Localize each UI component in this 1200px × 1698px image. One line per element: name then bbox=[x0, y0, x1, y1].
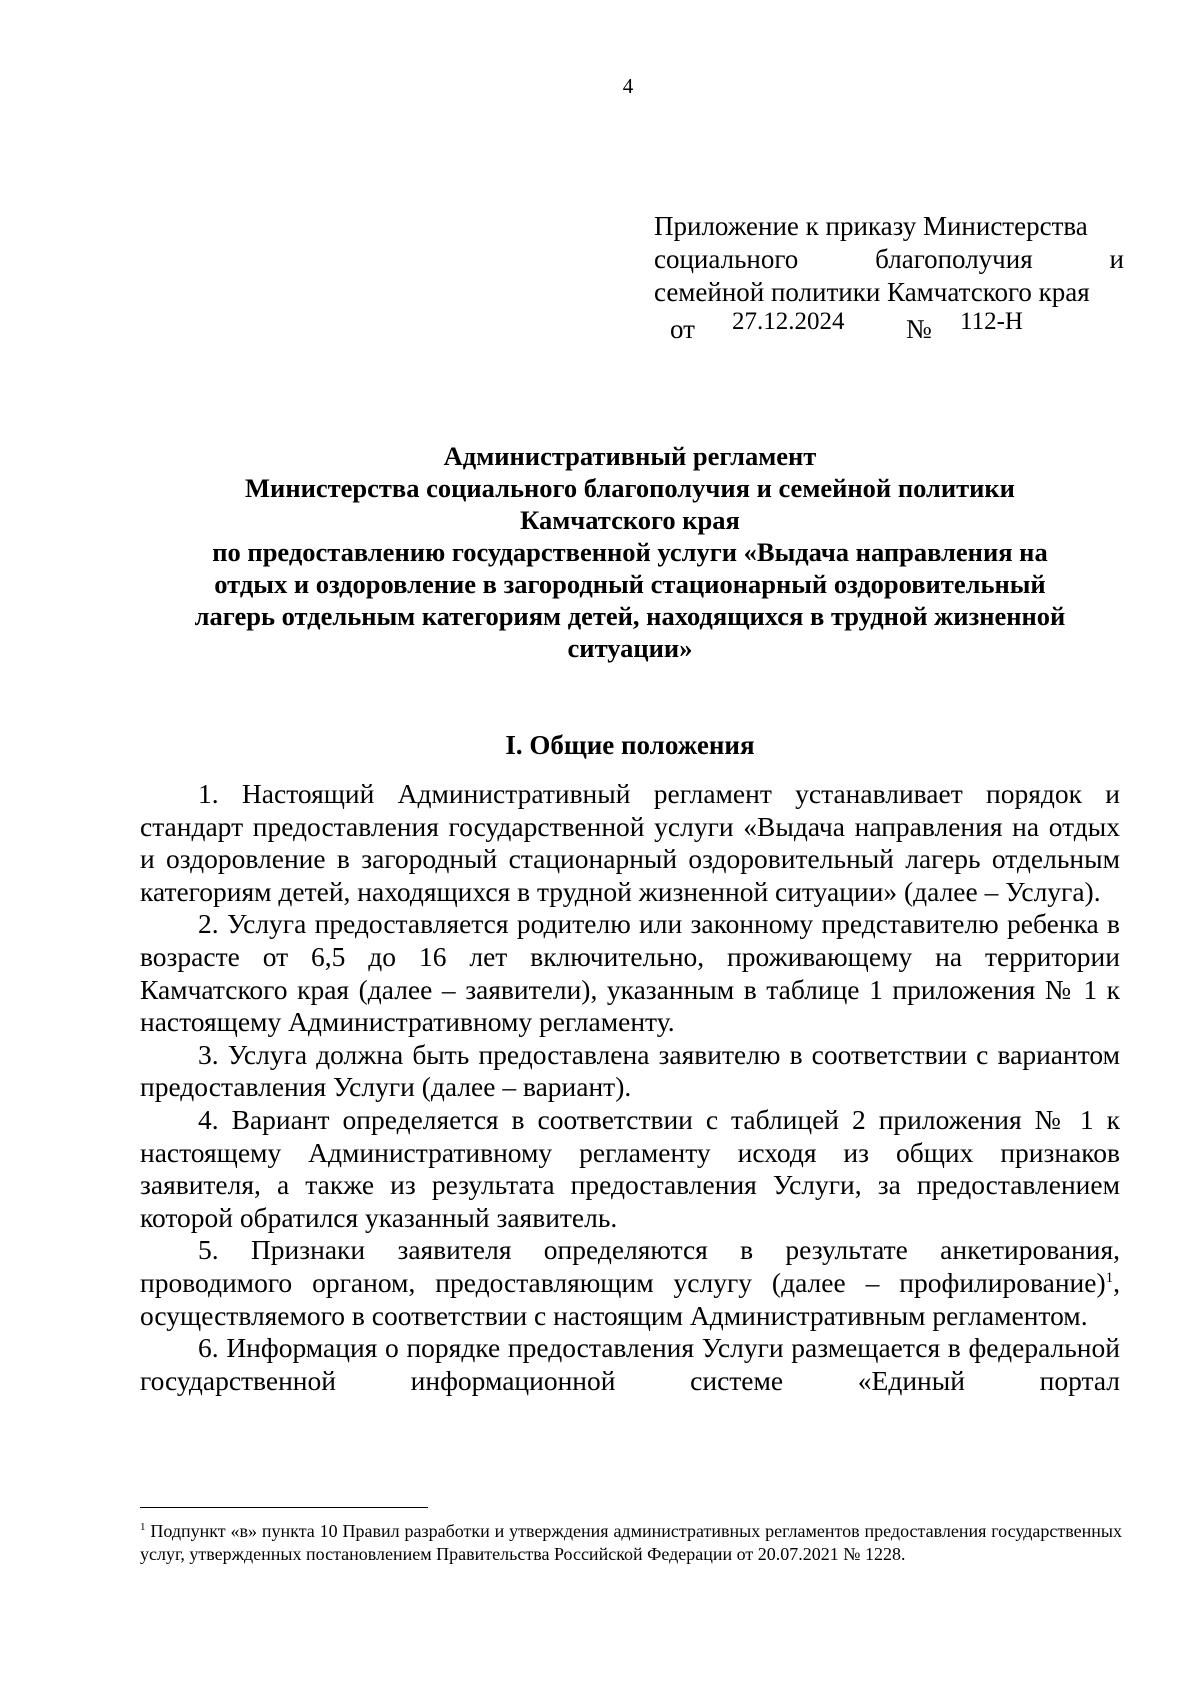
document-title bbox=[140, 440, 1120, 664]
footnote-text: Подпункт «в» пункта 10 Правил разработки и утверждения административных регламентов предоставления государственных услуг, утвержденных постановлением Правительства Российской Федерации от 20.07.2021 № 1228. bbox=[140, 1521, 1122, 1564]
title-line: лагерь отдельным категориям детей, находящихся в трудной жизненной bbox=[194, 601, 1066, 631]
footnote bbox=[140, 1520, 1122, 1566]
appendix-header bbox=[654, 210, 1124, 349]
paragraph-5 bbox=[140, 1234, 1120, 1332]
footnote-divider bbox=[140, 1507, 428, 1508]
paragraph-4: 4. Вариант определяется в соответствии с таблицей 2 приложения № 1 к настоящему Административному регламенту исходя из общих признаков заявителя, а также из результата предоставления Услуги, за предоставлением которой обратился указанный заявитель. bbox=[140, 1103, 1120, 1233]
order-reference bbox=[654, 309, 1124, 349]
order-number-sign: № bbox=[906, 314, 932, 344]
order-date: 27.12.2024 bbox=[732, 308, 845, 335]
order-number: 112-Н bbox=[960, 308, 1023, 335]
appendix-word: и bbox=[1109, 244, 1124, 274]
paragraph-5-text-end: , осуществляемого в соответствии с настоящим Административным регламентом. bbox=[140, 1266, 1120, 1331]
paragraph-1: 1. Настоящий Административный регламент устанавливает порядок и стандарт предоставления государственной услуги «Выдача направления на отдых и оздоровление в загородный стационарный оздоровительный лагерь отдельным категориям детей, находящихся в трудной жизненной ситуации» (далее – Услуга). bbox=[140, 778, 1120, 907]
order-from-label: от bbox=[670, 314, 695, 344]
appendix-line-1: Приложение к приказу Министерства bbox=[654, 211, 1088, 241]
section-body bbox=[140, 778, 1120, 1397]
appendix-line-2 bbox=[654, 243, 1124, 276]
title-line: Министерства социального благополучия и семейной политики bbox=[245, 473, 1015, 503]
paragraph-2: 2. Услуга предоставляется родителю или законному представителю ребенка в возрасте от 6,5 до 16 лет включительно, проживающему на территории Камчатского края (далее – заявители), указанным в таблице 1 приложения № 1 к настоящему Административному регламенту. bbox=[140, 908, 1120, 1038]
paragraph-5-text-start: 5. Признаки заявителя определяются в результате анкетирования, проводимого органом, предоставляющим услугу (далее – профилирование) bbox=[140, 1234, 1120, 1298]
page-number: 4 bbox=[622, 74, 634, 98]
paragraph-6: 6. Информация о порядке предоставления Услуги размещается в федеральной государственной информационной системе «Единый портал bbox=[140, 1332, 1120, 1396]
footnote-reference[interactable]: 1 bbox=[1105, 1269, 1114, 1286]
section-heading: I. Общие положения bbox=[505, 730, 755, 760]
title-line: по предоставлению государственной услуги «Выдача направления на bbox=[212, 537, 1048, 567]
appendix-line-3: семейной политики Камчатского края bbox=[654, 277, 1090, 307]
footnote-marker: 1 bbox=[140, 1521, 146, 1533]
appendix-word: социального bbox=[654, 244, 799, 274]
title-line: отдых и оздоровление в загородный стационарный оздоровительный bbox=[214, 569, 1046, 599]
title-line: ситуации» bbox=[567, 633, 693, 663]
title-line: Административный регламент bbox=[443, 441, 817, 471]
appendix-word: благополучия bbox=[875, 244, 1033, 274]
paragraph-3: 3. Услуга должна быть предоставлена заявителю в соответствии с вариантом предоставления Услуги (далее – вариант). bbox=[140, 1038, 1120, 1103]
title-line: Камчатского края bbox=[520, 505, 740, 535]
